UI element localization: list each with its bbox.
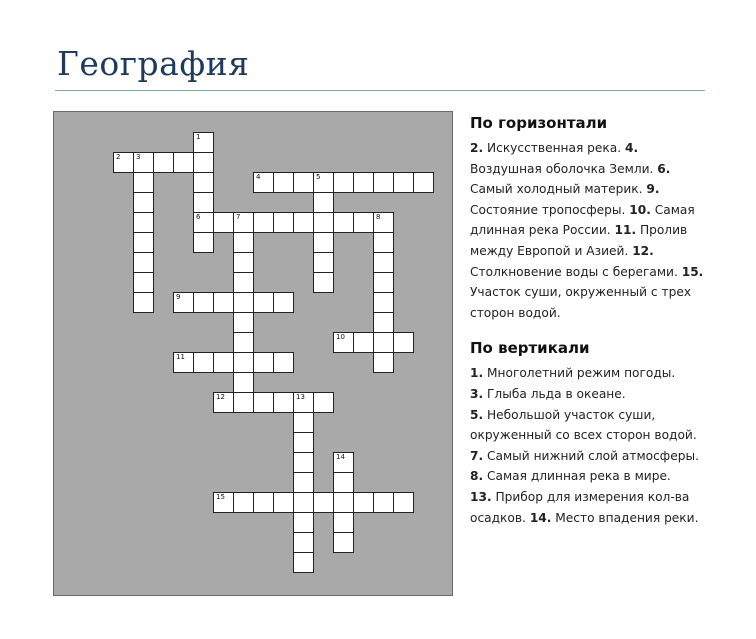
crossword-cell[interactable] (373, 272, 394, 293)
clue-text: Самый холодный материк. (470, 182, 647, 197)
crossword-cell[interactable] (193, 352, 214, 373)
across-clues (470, 138, 710, 323)
clue-number: 3. (470, 386, 484, 401)
across-heading: По горизонтали (470, 114, 608, 132)
clue-text: Пролив между Европой и Азией. (470, 223, 688, 258)
crossword-cell[interactable] (233, 312, 254, 333)
crossword-cell[interactable] (373, 252, 394, 273)
cell-number: 7 (236, 213, 241, 221)
cell-number: 10 (336, 333, 345, 341)
crossword-cell[interactable] (133, 272, 154, 293)
crossword-cell[interactable] (373, 332, 394, 353)
crossword-cell[interactable] (193, 212, 214, 233)
crossword-cell[interactable] (273, 392, 294, 413)
crossword-cell[interactable] (313, 272, 334, 293)
crossword-cell[interactable] (353, 492, 374, 513)
crossword-cell[interactable] (233, 352, 254, 373)
crossword-cell[interactable] (293, 392, 314, 413)
crossword-cell[interactable] (293, 532, 314, 553)
crossword-cell[interactable] (373, 212, 394, 233)
cell-number: 15 (216, 493, 225, 501)
crossword-cell[interactable] (293, 512, 314, 533)
crossword-cell[interactable] (233, 252, 254, 273)
clue-number: 8. (470, 469, 484, 484)
crossword-cell[interactable] (213, 392, 234, 413)
clue-number: 1. (470, 366, 484, 381)
down-clue-line (470, 446, 710, 467)
title-underline (55, 90, 705, 91)
crossword-cell[interactable] (373, 232, 394, 253)
crossword-cell[interactable] (193, 152, 214, 173)
crossword-cell[interactable] (233, 492, 254, 513)
crossword-cell[interactable] (333, 512, 354, 533)
clue-number: 9. (646, 182, 660, 197)
clue-number: 7. (470, 448, 484, 463)
crossword-cell[interactable] (173, 352, 194, 373)
crossword-cell[interactable] (413, 172, 434, 193)
clue-text: Самая длинная река России. (470, 202, 695, 238)
cell-number: 12 (216, 393, 225, 401)
crossword-cell[interactable] (253, 172, 274, 193)
clue-number: 5. (470, 407, 484, 422)
crossword-cell[interactable] (213, 212, 234, 233)
crossword-cell[interactable] (313, 492, 334, 513)
down-clue-line (470, 405, 710, 446)
crossword-cell[interactable] (193, 232, 214, 253)
crossword-cell[interactable] (293, 552, 314, 573)
crossword-cell[interactable] (233, 212, 254, 233)
crossword-cell[interactable] (133, 152, 154, 173)
crossword-cell[interactable] (393, 332, 414, 353)
crossword-cell[interactable] (293, 452, 314, 473)
crossword-cell[interactable] (313, 172, 334, 193)
crossword-cell[interactable] (333, 492, 354, 513)
clue-text: Самая длинная река в мире. (483, 469, 671, 484)
clue-number: 2. (470, 141, 484, 155)
crossword-cell[interactable] (233, 332, 254, 353)
crossword-cell[interactable] (353, 172, 374, 193)
across-clue (470, 141, 625, 155)
crossword-cell[interactable] (133, 192, 154, 213)
crossword-cell[interactable] (273, 172, 294, 193)
crossword-cell[interactable] (353, 332, 374, 353)
crossword-cell[interactable] (273, 292, 294, 313)
crossword-cell[interactable] (313, 252, 334, 273)
clue-text: Состояние тропосферы. (470, 202, 630, 217)
crossword-cell[interactable] (333, 332, 354, 353)
clue-text: Участок суши, окруженный с трех сторон водой. (470, 285, 692, 320)
cell-number: 2 (116, 153, 121, 161)
crossword-cell[interactable] (273, 352, 294, 373)
crossword-cell[interactable] (133, 292, 154, 313)
crossword-cell[interactable] (233, 372, 254, 393)
clues-panel (470, 114, 710, 528)
crossword-cell[interactable] (133, 232, 154, 253)
clue-number: 4. (625, 141, 639, 155)
clue-number: 13. (470, 489, 492, 504)
down-clue-line (470, 384, 710, 405)
crossword-cell[interactable] (373, 292, 394, 313)
crossword-cell[interactable] (273, 492, 294, 513)
clue-text: Самый нижний слой атмосферы. (483, 448, 699, 463)
crossword-cell[interactable] (273, 212, 294, 233)
cell-number: 6 (196, 213, 201, 221)
clue-text: Столкновение воды с берегами. (470, 264, 682, 279)
crossword-cell[interactable] (293, 432, 314, 453)
crossword-cell[interactable] (333, 472, 354, 493)
crossword-cell[interactable] (293, 212, 314, 233)
cell-number: 13 (296, 393, 305, 401)
clue-number: 6. (657, 161, 671, 176)
crossword-cell[interactable] (313, 212, 334, 233)
crossword-cell[interactable] (293, 172, 314, 193)
crossword-cell[interactable] (253, 392, 274, 413)
down-clue-line (470, 363, 710, 384)
crossword-cell[interactable] (193, 132, 214, 153)
crossword-cell[interactable] (373, 352, 394, 373)
crossword-cell[interactable] (233, 292, 254, 313)
cell-number: 3 (136, 153, 141, 161)
crossword-cell[interactable] (153, 152, 174, 173)
crossword-cell[interactable] (333, 172, 354, 193)
down-clues (470, 363, 710, 528)
down-clue-line (470, 466, 710, 487)
down-heading: По вертикали (470, 339, 590, 358)
crossword-cell[interactable] (173, 292, 194, 313)
cell-number: 9 (176, 293, 181, 301)
crossword-cell[interactable] (233, 232, 254, 253)
clue-number: 12. (632, 243, 654, 258)
crossword-cell[interactable] (293, 412, 314, 433)
crossword-cell[interactable] (193, 292, 214, 313)
crossword-cell[interactable] (133, 172, 154, 193)
crossword-cell[interactable] (333, 452, 354, 473)
crossword-cell[interactable] (253, 352, 274, 373)
crossword-cell[interactable] (333, 532, 354, 553)
cell-number: 11 (176, 353, 185, 361)
crossword-cell[interactable] (213, 352, 234, 373)
crossword-cell[interactable] (253, 292, 274, 313)
crossword-cell[interactable] (293, 472, 314, 493)
crossword-cell[interactable] (233, 272, 254, 293)
clue-text: Прибор для измерения кол-ва осадков. (470, 489, 690, 525)
crossword-cell[interactable] (333, 212, 354, 233)
crossword-cell[interactable] (213, 492, 234, 513)
crossword-cell[interactable] (313, 232, 334, 253)
cell-number: 1 (196, 133, 201, 141)
crossword-cell[interactable] (373, 492, 394, 513)
crossword-cell[interactable] (313, 392, 334, 413)
clue-number: 14. (529, 510, 552, 525)
crossword-cell[interactable] (173, 152, 194, 173)
clue-text: Глыба льда в океане. (483, 386, 626, 401)
clue-text: Место впадения реки. (551, 510, 699, 525)
crossword-cell[interactable] (393, 492, 414, 513)
crossword-cell[interactable] (293, 492, 314, 513)
crossword-cell[interactable] (113, 152, 134, 173)
crossword-cell[interactable] (213, 292, 234, 313)
cell-number: 5 (316, 173, 321, 181)
cell-number: 4 (256, 173, 261, 181)
crossword-cell[interactable] (393, 172, 414, 193)
page-title: География (57, 44, 250, 83)
crossword-cell[interactable] (373, 172, 394, 193)
clue-number: 11. (614, 223, 637, 238)
crossword-cell[interactable] (233, 392, 254, 413)
cell-number: 14 (336, 453, 345, 461)
crossword-cell[interactable] (253, 492, 274, 513)
crossword-cell[interactable] (373, 312, 394, 333)
crossword-cell[interactable] (253, 212, 274, 233)
clue-text: Искусственная река. (483, 141, 625, 155)
crossword-cell[interactable] (313, 192, 334, 213)
clue-number: 10. (629, 202, 651, 217)
down-clue-line (470, 487, 710, 528)
crossword-cell[interactable] (133, 252, 154, 273)
crossword-cell[interactable] (193, 172, 214, 193)
clue-text: Небольшой участок суши, окруженный со всех сторон водой. (470, 407, 697, 443)
crossword-grid (53, 111, 453, 596)
cell-number: 8 (376, 213, 381, 221)
crossword-cell[interactable] (133, 212, 154, 233)
crossword-cell[interactable] (353, 212, 374, 233)
clue-text: Многолетний режим погоды. (483, 366, 676, 381)
crossword-cell[interactable] (193, 192, 214, 213)
clue-number: 15. (681, 264, 704, 279)
clue-text: Воздушная оболочка Земли. (470, 161, 658, 176)
